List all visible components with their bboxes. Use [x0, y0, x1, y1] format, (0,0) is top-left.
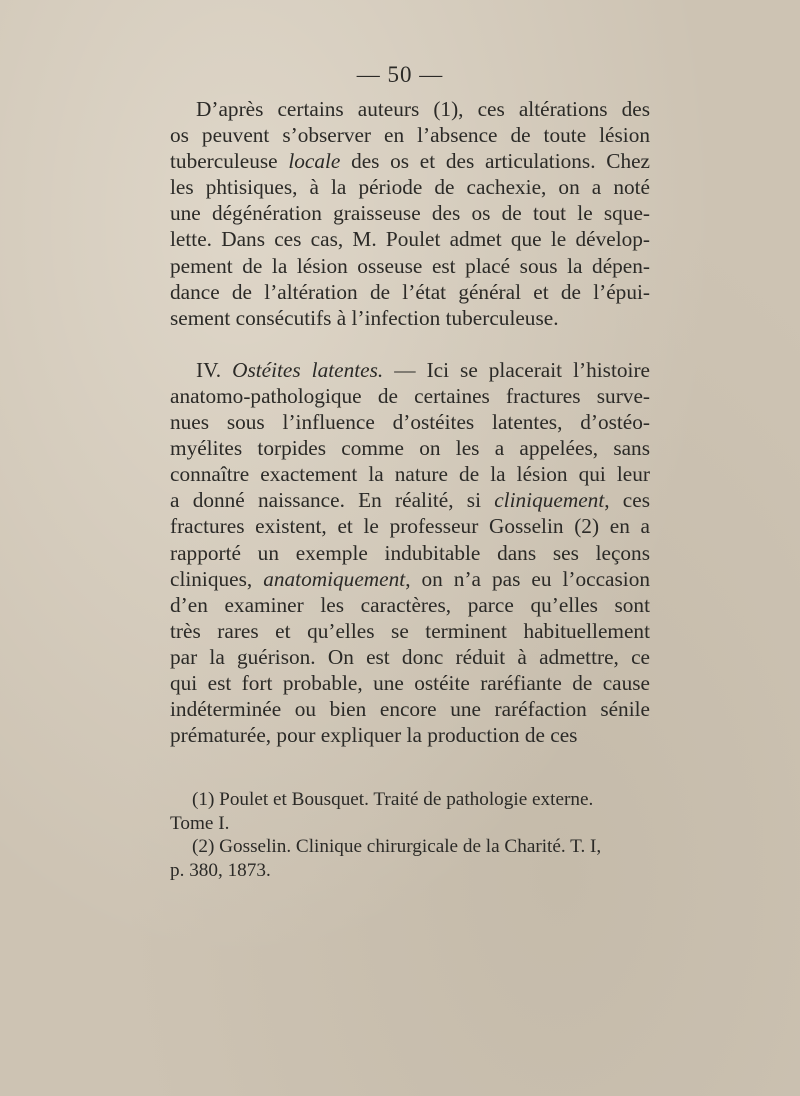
text-line: sement consécutifs à l’infection tuberculeuse. [170, 305, 559, 330]
text-line: rapporté un exemple indubitable dans ses leçons [170, 540, 650, 565]
text-line: D’après certains auteurs (1), ces altérations des [196, 97, 650, 121]
text-line: par la guérison. On est donc réduit à admettre, ce [170, 644, 650, 669]
footnote-1 [170, 788, 650, 835]
text-line: dance de l’altération de l’état général et de l’épui- [170, 279, 650, 304]
text-line: qui est fort probable, une ostéite raréfiante de cause [170, 670, 650, 695]
page-number: — 50 — [356, 62, 444, 87]
paragraph-2 [170, 357, 650, 748]
paragraph-1 [170, 96, 650, 331]
footnotes [170, 788, 650, 882]
text-line: une dégénération graisseuse des os de tout le sque- [170, 201, 650, 226]
text-line: indéterminée ou bien encore une raréfaction sénile [170, 697, 650, 722]
footnote-line: p. 380, 1873. [170, 859, 271, 881]
text-line: tuberculeuse locale des os et des articulations. Chez [170, 149, 650, 174]
footnote-2 [170, 835, 650, 882]
text-line: fractures existent, et le professeur Gosselin (2) en a [170, 514, 650, 539]
footnote-line: Tome I. [170, 812, 230, 834]
text-line: très rares et qu’elles se terminent habituellement [170, 618, 650, 643]
text-line: os peuvent s’observer en l’absence de toute lésion [170, 123, 650, 148]
text-line: prématurée, pour expliquer la production de ces [170, 723, 578, 748]
footnote-line: (2) Gosselin. Clinique chirurgicale de la Charité. T. I, [192, 836, 602, 857]
body-text [170, 96, 650, 748]
text-line: a donné naissance. En réalité, si cliniquement, ces [170, 488, 650, 513]
text-line: lette. Dans ces cas, M. Poulet admet que le dévelop- [170, 227, 650, 252]
text-line: pement de la lésion osseuse est placé sous la dépen- [170, 253, 650, 278]
text-line: anatomo-pathologique de certaines fractures surve- [170, 383, 650, 408]
text-line: connaître exactement la nature de la lésion qui leur [170, 462, 650, 487]
text-line: nues sous l’influence d’ostéites latentes, d’ostéo- [170, 410, 650, 435]
text-line: d’en examiner les caractères, parce qu’elles sont [170, 592, 650, 617]
text-line: les phtisiques, à la période de cachexie, on a noté [170, 175, 650, 200]
footnote-line: (1) Poulet et Bousquet. Traité de pathologie externe. [192, 789, 594, 810]
text-line: cliniques, anatomiquement, on n’a pas eu l’occasion [170, 566, 650, 591]
text-line: myélites torpides comme on les a appelées, sans [170, 436, 650, 461]
text-line: IV. Ostéites latentes. — Ici se placerait l’histoire [196, 357, 650, 382]
